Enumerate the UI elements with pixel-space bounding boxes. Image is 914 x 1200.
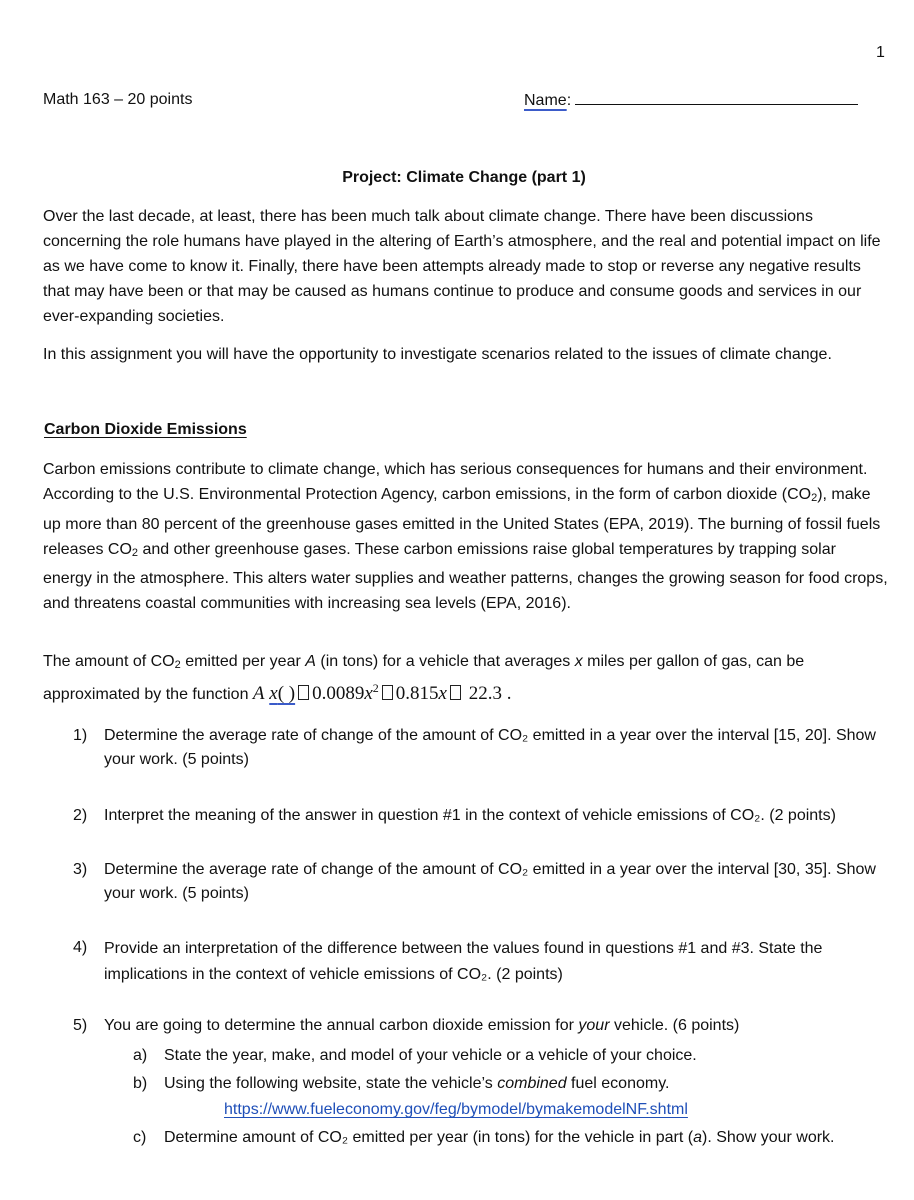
function-definition-line: approximated by the function A x( ) $0.0089x^2$ 0.815x 22.3 . [43, 681, 512, 704]
function-intro-line: The amount of CO2 emitted per year A (in tons) for a vehicle that averages x miles per gallon of gas, can be [43, 653, 805, 671]
fueleconomy-link[interactable]: https://www.fueleconomy.gov/feg/bymodel/bymakemodelNF.shtml [224, 1101, 688, 1118]
part-c-letter: c) [133, 1129, 147, 1146]
question-text: You are going to determine the annual carbon dioxide emission for your vehicle. (6 points) [104, 1017, 740, 1034]
name-field[interactable] [524, 88, 858, 113]
question-text: Determine the average rate of change of the amount of CO₂ emitted in a year over the interval [15, 20]. Show your work. (5 points) [104, 727, 876, 768]
part-b-letter: b) [133, 1075, 148, 1092]
name-colon: : [566, 92, 572, 109]
name-blank-line[interactable] [575, 88, 858, 105]
missing-glyph-box [298, 685, 309, 700]
page-number: 1 [876, 44, 885, 61]
part-a-text: State the year, make, and model of your vehicle or a vehicle of your choice. [164, 1047, 697, 1064]
question-number: 2) [73, 807, 88, 824]
section-paragraph: Carbon emissions contribute to climate change, which has serious consequences for humans and their environment. According to the U.S. Environmental Protection Agency, carbon emissions, in the form of carbon dioxide (CO2), make up more than 80 percent of the greenhouse gases emitted in the United States (EPA, 2019). The burning of fossil fuels releases CO2 and other greenhouse gases. These carbon emissions raise global temperatures by trapping solar energy in the atmosphere. This alters water supplies and weather patterns, changes the growing season for food crops, and threatens coastal communities with increasing sea levels (EPA, 2016). [43, 461, 888, 613]
missing-glyph-box [382, 685, 393, 700]
question-text: Determine the average rate of change of the amount of CO₂ emitted in a year over the interval [30, 35]. Show your work. (5 points) [104, 861, 876, 902]
function-formula: A x( ) $0.0089x^2$ 0.815x 22.3 . [252, 681, 512, 704]
page-title: Project: Climate Change (part 1) [342, 169, 586, 186]
part-a-letter: a) [133, 1047, 148, 1064]
intro-paragraph-1: Over the last decade, at least, there has been much talk about climate change. There have been discussions concerning the role humans have played in the altering of Earth’s atmosphere, and the real and potential impact on life as we have come to know it. Finally, there have been attempts already made to stop or reverse any negative results that may have been or that may be caused as humans continue to produce and consume goods and services in our ever-expanding societies. [43, 208, 881, 325]
question-number: 5) [73, 1017, 88, 1034]
section-heading: Carbon Dioxide Emissions [44, 421, 247, 438]
intro-paragraph-2: In this assignment you will have the opportunity to investigate scenarios related to the issues of climate change. [43, 346, 832, 363]
question-text: Provide an interpretation of the difference between the values found in questions #1 and #3. State the implications in the context of vehicle emissions of CO₂. (2 points) [104, 940, 823, 983]
question-number: 3) [73, 861, 88, 878]
part-c-text: Determine amount of CO₂ emitted per year (in tons) for the vehicle in part (a). Show your work. [164, 1129, 835, 1146]
missing-glyph-box [450, 685, 461, 700]
question-number: 4) [73, 939, 88, 956]
part-b-text: Using the following website, state the vehicle’s combined fuel economy. [164, 1075, 670, 1092]
question-number: 1) [73, 727, 88, 744]
question-text: Interpret the meaning of the answer in question #1 in the context of vehicle emissions of CO₂. (2 points) [104, 807, 836, 824]
course-label: Math 163 – 20 points [43, 91, 193, 108]
name-label: Name [524, 92, 567, 109]
